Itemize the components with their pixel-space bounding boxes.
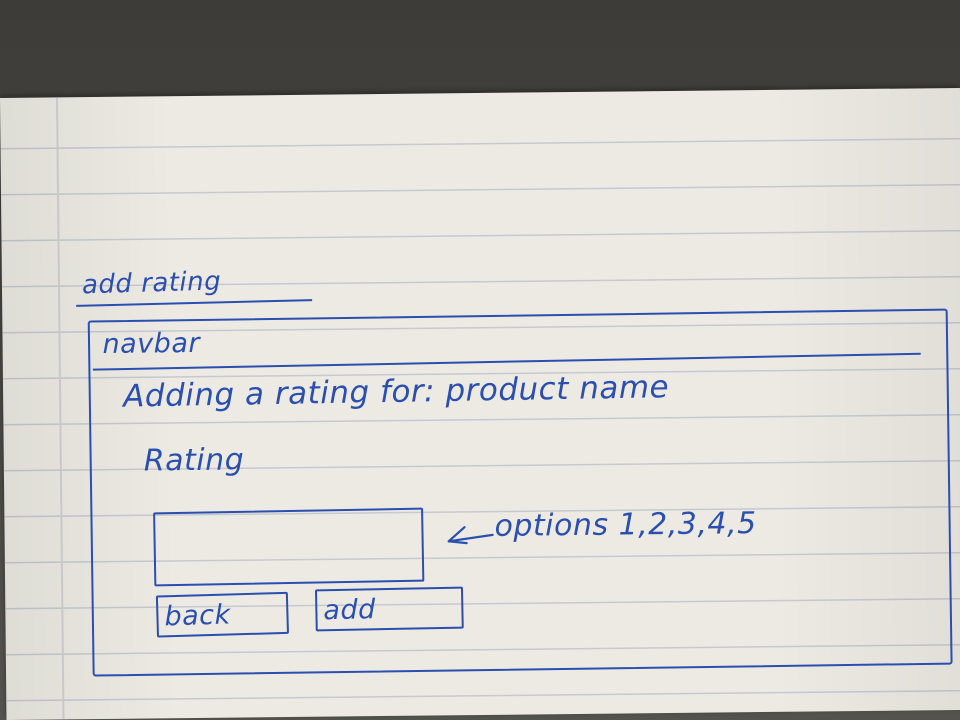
notebook-page	[0, 88, 960, 720]
add-button[interactable]	[315, 587, 464, 632]
page-heading: add rating	[81, 266, 222, 301]
back-button[interactable]	[156, 592, 289, 638]
add-button-label: add	[323, 594, 377, 627]
back-button-label: back	[164, 599, 232, 633]
margin-line	[56, 97, 64, 719]
form-title: Adding a rating for: product name	[122, 369, 670, 415]
rating-select[interactable]	[153, 508, 424, 587]
options-note: options 1,2,3,4,5	[494, 506, 757, 544]
rating-label: Rating	[143, 442, 245, 479]
arrow-left-icon	[442, 513, 496, 550]
navbar-label[interactable]: navbar	[102, 327, 201, 360]
heading-underline	[76, 299, 312, 307]
